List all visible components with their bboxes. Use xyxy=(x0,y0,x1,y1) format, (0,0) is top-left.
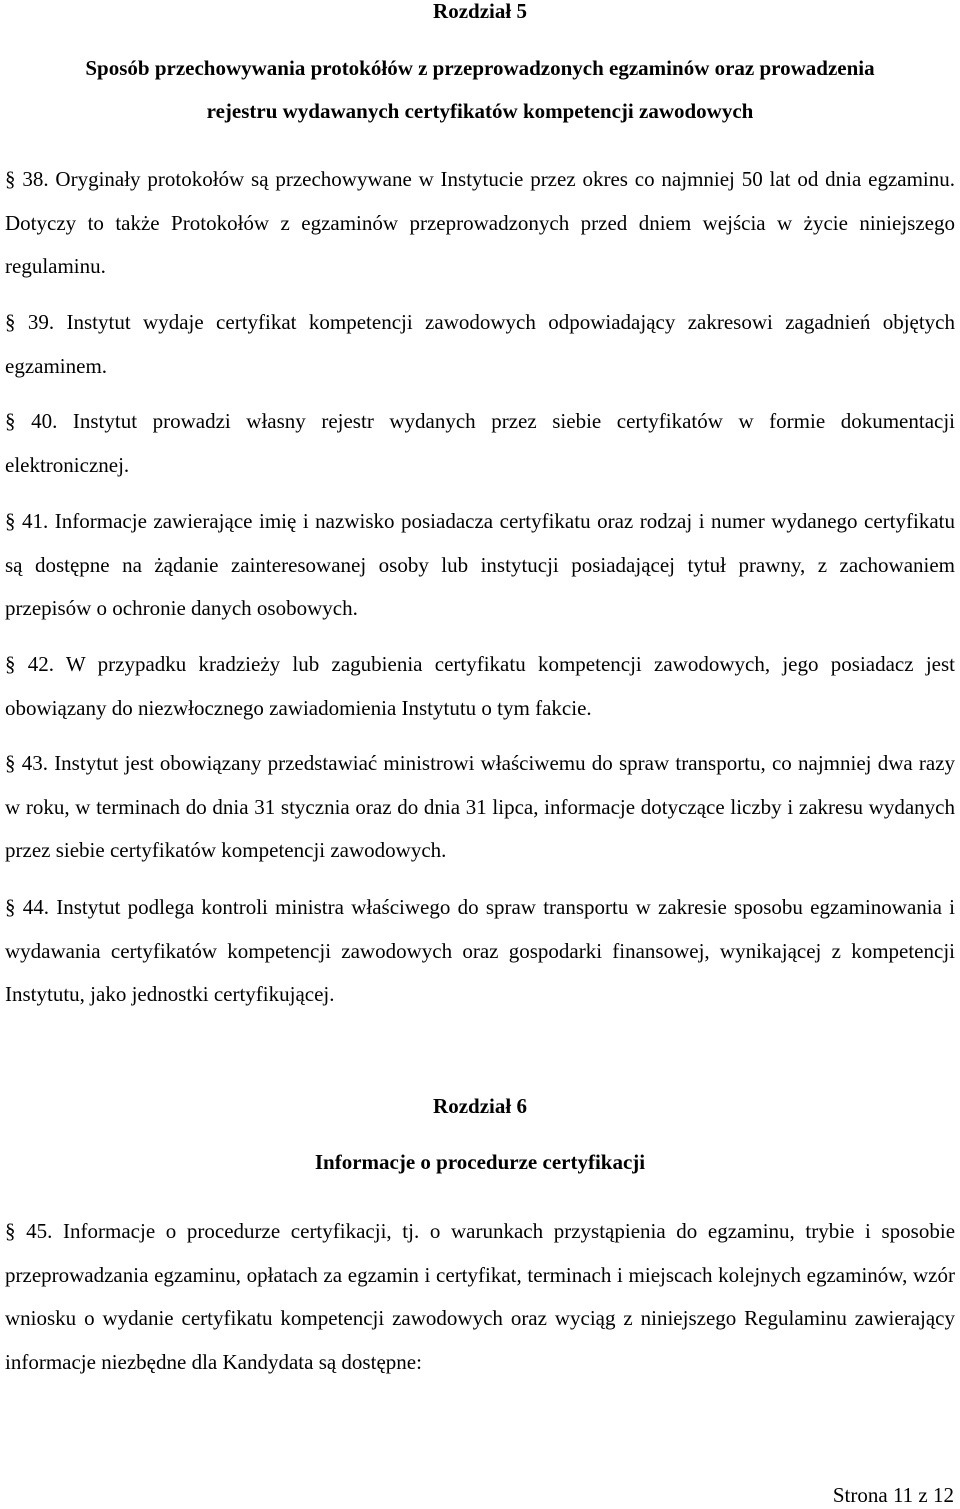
section-text: Instytut prowadzi własny rejestr wydanych przez siebie certyfikatów w formie dokumentacji elektronicznej. xyxy=(5,409,956,477)
section-symbol: § xyxy=(5,409,16,433)
chapter-6-title: Rozdział 6 xyxy=(433,1094,527,1118)
section-38 xyxy=(5,158,955,289)
section-number: 40. xyxy=(31,409,58,433)
section-44 xyxy=(5,886,955,1017)
section-symbol: § xyxy=(5,167,16,191)
section-number: 41. xyxy=(22,509,49,533)
section-43 xyxy=(5,742,955,873)
section-number: 44. xyxy=(22,895,49,919)
section-45 xyxy=(5,1210,955,1384)
section-text: Informacje o procedurze certyfikacji, tj. o warunkach przystąpienia do egzaminu, trybie i sposobie przeprowadzania egzaminu, opłatach za egzamin i certyfikat, terminach i miejscach kolejnych egzaminów, wzór wniosku o wydanie certyfikatu kompetencji zawodowych oraz wyciąg z niniejszego Regulaminu zawierający informacje niezbędne dla Kandydata są dostępne: xyxy=(5,1219,956,1374)
chapter-6-subtitle: Informacje o procedurze certyfikacji xyxy=(314,1150,646,1174)
section-41 xyxy=(5,500,955,631)
section-number: 45. xyxy=(26,1219,53,1243)
section-symbol: § xyxy=(5,895,16,919)
section-symbol: § xyxy=(5,509,16,533)
section-symbol: § xyxy=(5,652,16,676)
page-number-footer: Strona 11 z 12 xyxy=(832,1483,954,1507)
chapter-5-subtitle-line-2: rejestru wydawanych certyfikatów kompetencji zawodowych xyxy=(206,99,754,123)
chapter-5-subtitle-line-1: Sposób przechowywania protokółów z przeprowadzonych egzaminów oraz prowadzenia xyxy=(85,56,875,80)
section-symbol: § xyxy=(5,751,16,775)
section-number: 42. xyxy=(27,652,55,676)
chapter-5-title: Rozdział 5 xyxy=(433,0,527,23)
section-number: 43. xyxy=(21,751,48,775)
section-text: W przypadku kradzieży lub zagubienia certyfikatu kompetencji zawodowych, jego posiadacz jest obowiązany do niezwłocznego zawiadomienia Instytutu o tym fakcie. xyxy=(5,652,955,720)
section-symbol: § xyxy=(5,310,16,334)
section-text: Oryginały protokołów są przechowywane w Instytucie przez okres co najmniej 50 lat od dnia egzaminu. Dotyczy to także Protokołów z egzaminów przeprowadzonych przed dniem wejścia w życie niniejszego regulaminu. xyxy=(5,167,956,278)
section-39 xyxy=(5,301,955,388)
section-42 xyxy=(5,643,955,730)
section-40 xyxy=(5,400,955,487)
section-number: 38. xyxy=(22,167,49,191)
section-text: Instytut wydaje certyfikat kompetencji zawodowych odpowiadający zakresowi zagadnień objętych egzaminem. xyxy=(5,310,956,378)
section-number: 39. xyxy=(27,310,55,334)
section-text: Instytut jest obowiązany przedstawiać ministrowi właściwemu do spraw transportu, co najmniej dwa razy w roku, w terminach do dnia 31 stycznia oraz do dnia 31 lipca, informacje dotyczące liczby i zakresu wydanych przez siebie certyfikatów kompetencji zawodowych. xyxy=(5,751,956,862)
section-text: Informacje zawierające imię i nazwisko posiadacza certyfikatu oraz rodzaj i numer wydanego certyfikatu są dostępne na żądanie zainteresowanej osoby lub instytucji posiadającej tytuł prawny, z zachowaniem przepisów o ochronie danych osobowych. xyxy=(5,509,955,620)
section-text: Instytut podlega kontroli ministra właściwego do spraw transportu w zakresie sposobu egzaminowania i wydawania certyfikatów kompetencji zawodowych oraz gospodarki finansowej, wynikającej z kompetencji Instytutu, jako jednostki certyfikującej. xyxy=(5,895,955,1006)
section-symbol: § xyxy=(5,1219,16,1243)
